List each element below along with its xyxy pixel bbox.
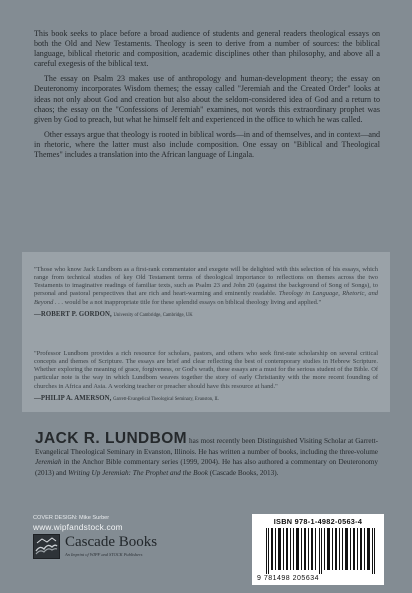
barcode-bars [266,528,378,574]
endorsement-attribution [34,311,378,320]
description-paragraph-2: The essay on Psalm 23 makes use of anthropology and human-development theory; the essay on Deuteronomy incorporates Wisdom themes; the essay called "Jeremiah and the Created Order" looks at ideas not only about God and creation but also about the seldom-considered idea of God and a return to chaos; the essay on the "Confessions of Jeremiah" examines, not words this extraordinary prophet was given by God to preach, but what he himself felt and experienced in the office to which he was called. [34,74,380,124]
endorsement-amerson [34,350,378,404]
isbn-label: ISBN 978-1-4982-0563-4 [273,517,363,526]
book-description [34,29,380,165]
description-paragraph-1: This book seeks to place before a broad audience of students and general readers theological essays on both the Old and New Testaments. Theology is seen to derive from a number of sources: the biblical language, biblical rhetoric and composition, academic disciplines other than philosophy, and above all a careful exegesis of the biblical text. [34,29,380,69]
cascade-logo-icon [33,534,60,559]
endorsement-attribution [34,395,378,404]
author-name: JACK R. LUNDBOM [35,430,187,447]
description-paragraph-3: Other essays argue that theology is rooted in biblical words—in and of themselves, and in context—and in rhetoric, where the latter must also include composition. One essay on "Biblical and Theological Themes" includes a translation into the African language of Lingala. [34,129,380,160]
bio-title-1: Jeremiah [35,458,62,467]
bio-text-2: in the Anchor Bible commentary series (1999, 2004). He has also authored a commentary on Deuteronomy (2013) and [35,458,378,477]
isbn-barcode [252,514,384,585]
publisher-url: www.wipfandstock.com [33,522,123,532]
cover-design-credit: COVER DESIGN: Mike Surber [33,515,110,521]
barcode-digits: 9 781498 205634 [257,575,319,582]
publisher-logo [33,534,158,566]
endorser-name: —ROBERT P. GORDON, [34,310,112,318]
endorser-affiliation: University of Cambridge, Cambridge, UK [113,312,193,318]
publisher-name: Cascade Books [65,534,158,550]
endorsement-gordon [34,266,378,320]
endorsement-text-end: . . . would be a not inappropriate title for these splendid essays on biblical theology living and applied." [54,298,322,306]
bio-title-2: Writing Up Jeremiah: The Prophet and the Book [68,468,208,477]
endorsement-text: "Those who know Jack Lundbom as a first-rank commentator and exegete will be delighted with this selection of his essays, which range from technical studies of key Old Testament terms of theological importance to reflections on themes across the two Testaments to imaginative readings of familiar texts, such as Psalm 23 and John 20 (against the background of Song of Songs), to personal and pastoral perspectives that are rich and heart-warming and eminently readable. [34,266,378,298]
publisher-imprint: An Imprint of WIPF and STOCK Publishers [65,552,143,557]
bio-text-3: (Cascade Books, 2013). [207,468,279,477]
endorser-name: —PHILIP A. AMERSON, [34,394,112,402]
endorsement-text: "Professor Lundbom provides a rich resource for scholars, pastors, and others who seek first-rate scholarship on several critical concepts and themes of Scripture. The essays are brief and clear reflecting the best of contemporary studies in Hebrew Scripture. Whether exploring the meaning of grace, forgiveness, or God's wrath, these essays are a must for the serious student of the Bible. Of particular note is the way in which Lundbom weaves together the story of early Christianity with the more recent founding of churches in Africa and Asia. A working teacher or preacher should have this resource at hand." [34,350,378,390]
bio-text-1: has most recently been Distinguished Visiting Scholar at Garrett-Evangelical Theological Seminary in Evanston, Illinois. He has written a number of books, including the three-volume [35,437,378,456]
endorsement-book-title: Theology in Language, Rhetoric, and Beyond [34,290,379,306]
endorser-affiliation: Garrett-Evangelical Theological Seminary, Evanston, IL [113,396,219,402]
author-bio [35,430,378,478]
